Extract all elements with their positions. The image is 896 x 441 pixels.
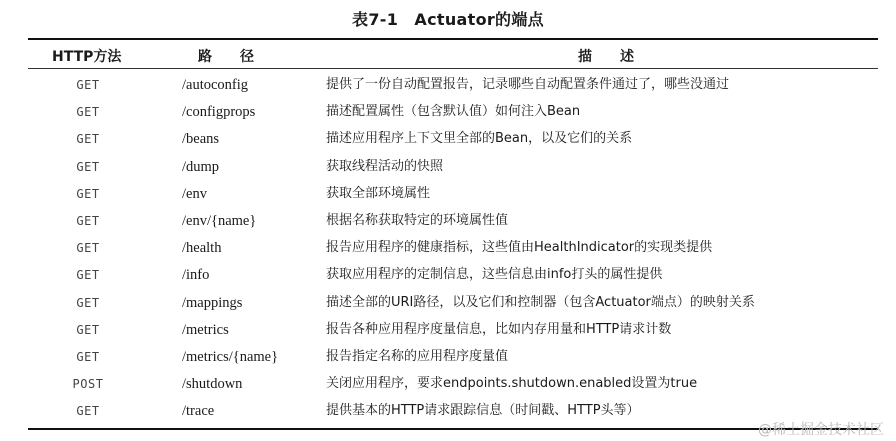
path-cell: /mappings: [182, 294, 243, 311]
path-cell: /beans: [182, 131, 220, 148]
table-row: [28, 290, 878, 317]
table-row: [28, 99, 878, 126]
table-row: [28, 262, 878, 289]
table-row: [28, 72, 878, 99]
method-cell: GET: [76, 78, 100, 92]
method-cell: GET: [76, 295, 100, 310]
path-cell: /metrics/{name}: [182, 348, 279, 365]
path-cell: /configprops: [182, 104, 256, 121]
path-cell: /health: [182, 240, 222, 257]
path-cell: /trace: [182, 403, 215, 420]
description-cell: 报告应用程序的健康指标，这些值由HealthIndicator的实现类提供: [326, 240, 713, 256]
path-cell: /autoconfig: [182, 77, 249, 93]
method-cell: GET: [76, 349, 100, 364]
description-cell: 根据名称获取特定的环境属性值: [326, 212, 509, 228]
header-path: 路径: [198, 49, 282, 65]
watermark: @稀土掘金技术社区: [758, 422, 884, 438]
table-row: [28, 371, 878, 398]
bottom-rule: [28, 428, 878, 430]
method-cell: GET: [76, 404, 100, 419]
description-cell: 获取应用程序的定制信息，这些信息由info打头的属性提供: [326, 267, 663, 283]
header-method: HTTP方法: [52, 49, 122, 65]
description-cell: 报告各种应用程序度量信息，比如内存用量和HTTP请求计数: [326, 321, 672, 337]
method-cell: POST: [72, 377, 104, 392]
description-cell: 报告指定名称的应用程序度量值: [326, 348, 509, 364]
method-cell: GET: [76, 105, 100, 120]
table-row: [28, 208, 878, 235]
path-cell: /env/{name}: [182, 212, 257, 229]
path-cell: /info: [182, 267, 210, 284]
method-cell: GET: [76, 241, 100, 256]
table-row: [28, 126, 878, 153]
header-rule: [28, 68, 878, 69]
description-cell: 关闭应用程序，要求endpoints.shutdown.enabled设置为true: [326, 376, 698, 392]
method-cell: GET: [76, 159, 100, 174]
description-cell: 提供了一份自动配置报告，记录哪些自动配置条件通过了，哪些没通过: [326, 77, 730, 92]
table-header: [28, 40, 878, 68]
method-cell: GET: [76, 132, 100, 147]
path-cell: /metrics: [182, 321, 229, 338]
table-row: [28, 235, 878, 262]
path-cell: /dump: [182, 158, 220, 175]
description-cell: 描述配置属性（包含默认值）如何注入Bean: [326, 104, 581, 120]
table-row: [28, 181, 878, 208]
table-row: [28, 398, 878, 425]
header-description: 描述: [578, 49, 662, 65]
description-cell: 提供基本的HTTP请求跟踪信息（时间戳、HTTP头等）: [326, 403, 640, 419]
description-cell: 获取全部环境属性: [326, 185, 431, 201]
path-cell: /shutdown: [182, 376, 243, 393]
table-title: 表7-1 Actuator的端点: [352, 10, 544, 29]
method-cell: GET: [76, 268, 100, 283]
path-cell: /env: [182, 185, 207, 202]
table-row: [28, 154, 878, 181]
table-body: [28, 72, 878, 425]
method-cell: GET: [76, 186, 100, 201]
table-row: [28, 344, 878, 371]
description-cell: 获取线程活动的快照: [326, 158, 444, 174]
description-cell: 描述全部的URI路径，以及它们和控制器（包含Actuator端点）的映射关系: [326, 294, 755, 310]
method-cell: GET: [76, 322, 100, 337]
method-cell: GET: [76, 213, 100, 228]
description-cell: 描述应用程序上下文里全部的Bean，以及它们的关系: [326, 131, 633, 147]
table-row: [28, 317, 878, 344]
